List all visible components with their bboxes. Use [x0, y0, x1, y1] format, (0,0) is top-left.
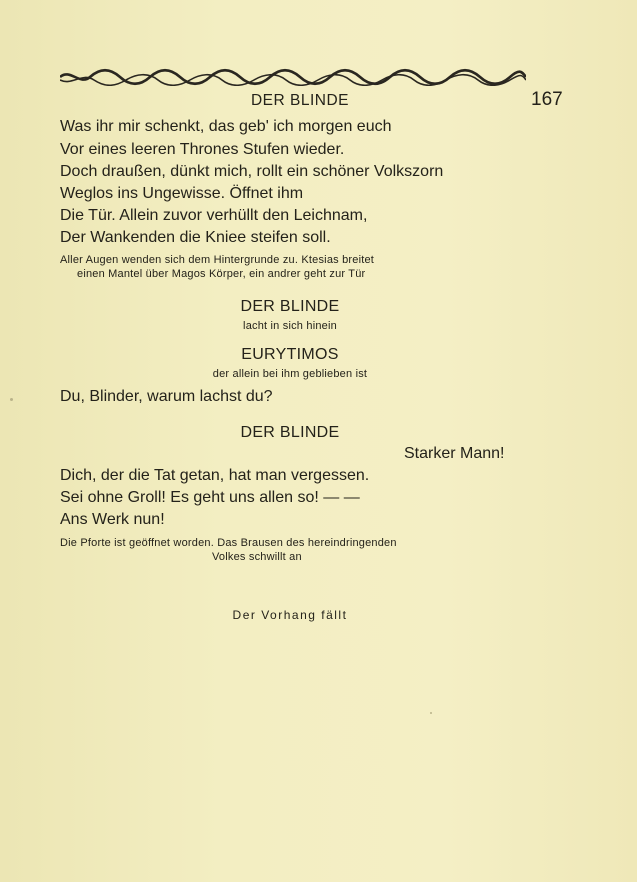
verse-line: Dich, der die Tat getan, hat man vergessen. [60, 467, 370, 484]
speaker-name: DER BLINDE [240, 424, 340, 441]
verse-line: Was ihr mir schenkt, das geb' ich morgen euch [60, 118, 392, 135]
ornament-border [60, 68, 526, 86]
page-number: 167 [531, 89, 563, 110]
verse-line: Starker Mann! [404, 445, 505, 462]
paper-speck [10, 398, 13, 401]
verse-line: Ans Werk nun! [60, 511, 165, 528]
running-title: DER BLINDE [250, 92, 350, 109]
verse-line: Du, Blinder, warum lachst du? [60, 388, 273, 405]
stage-direction: Volkes schwillt an [212, 551, 302, 563]
verse-line: Doch draußen, dünkt mich, rollt ein schöner Volkszorn [60, 163, 444, 180]
stage-direction: einen Mantel über Magos Körper, ein andrer geht zur Tür [77, 268, 366, 280]
curtain-note: Der Vorhang fällt [232, 608, 348, 622]
verse-line: Die Tür. Allein zuvor verhüllt den Leichnam, [60, 207, 368, 224]
speaker-name: EURYTIMOS [241, 346, 339, 363]
speaker-note: der allein bei ihm geblieben ist [212, 368, 368, 380]
verse-line: Der Wankenden die Kniee steifen soll. [60, 229, 331, 246]
speaker-name: DER BLINDE [240, 298, 340, 315]
paper-speck [430, 712, 432, 714]
stage-direction: Die Pforte ist geöffnet worden. Das Brausen des hereindringenden [60, 537, 397, 549]
speaker-note: lacht in sich hinein [243, 320, 337, 332]
verse-line: Weglos ins Ungewisse. Öffnet ihm [60, 185, 304, 202]
verse-line: Vor eines leeren Thrones Stufen wieder. [60, 141, 345, 158]
stage-direction: Aller Augen wenden sich dem Hintergrunde zu. Ktesias breitet [60, 254, 375, 266]
verse-line: Sei ohne Groll! Es geht uns allen so! — — [60, 489, 360, 506]
